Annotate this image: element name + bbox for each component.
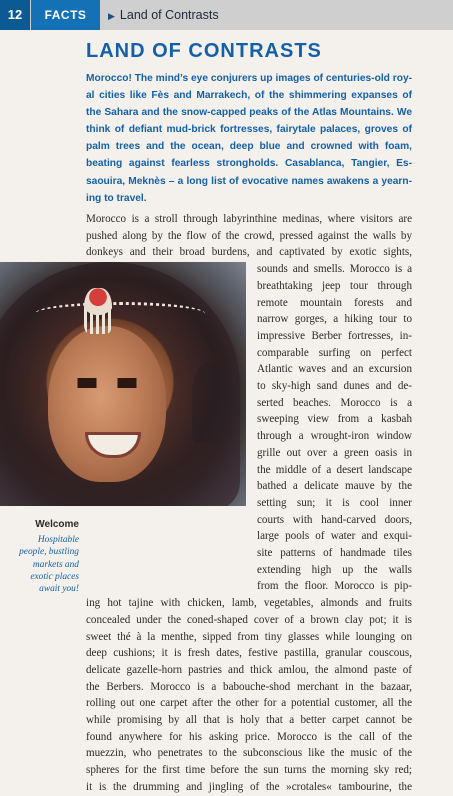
body-line: sounds and smells. Morocco is a — [257, 263, 412, 276]
triangle-right-icon: ▶ — [108, 11, 115, 21]
body-line: the middle of a desert landscape — [257, 463, 412, 476]
caption-line: Hospitable — [37, 535, 79, 545]
woman-portrait-photo — [0, 262, 246, 506]
caption-text — [5, 534, 79, 595]
body-line: spheres for the first time before the sun turns the morning sky red; — [86, 764, 412, 777]
body-line: to sky-high sand dunes and de- — [257, 380, 412, 392]
body-line: while promising by all that is holy that a better carpet cannot be — [86, 714, 412, 726]
body-line: comparable surfing on perfect — [257, 346, 412, 359]
intro-line: think of defiant mud-brick fortresses, fairytale palaces, groves of — [86, 124, 412, 136]
body-line: ing hot tajine with chicken, lamb, vegetables, almonds and fruits — [86, 597, 412, 610]
body-line: rolling out one carpet after the other for a potential customer, all the — [86, 697, 412, 710]
breadcrumb — [108, 0, 219, 30]
body-line: Morocco is a stroll through labyrinthine medinas, where visitors are — [86, 213, 412, 225]
body-line: breathtaking jeep tour through — [257, 279, 412, 292]
body-line: site patterns of handmade tiles — [257, 547, 412, 559]
forehead-jewel — [84, 288, 112, 334]
body-line: large pools of water and exqui- — [257, 530, 412, 543]
bead-headband — [35, 302, 205, 325]
body-line: concealed under the coned-shaped cover of a brown clay pot; it is — [86, 613, 412, 626]
body-line: donkeys and their broad burdens, and captivated by exotic sights, — [86, 246, 412, 259]
page-number: 12 — [0, 0, 30, 30]
caption-line: await you! — [39, 584, 79, 595]
body-line: sweeping view from a kasbah — [257, 413, 412, 426]
body-line: narrow gorges, a hiking tour to — [257, 313, 412, 326]
caption-line: markets and — [32, 559, 79, 570]
body-line: from the floor. Morocco is pip- — [257, 580, 412, 593]
caption-title: Welcome — [35, 519, 79, 530]
body-line: sweet thé à la menthe, sipped from tiny glasses while lounging on — [86, 630, 412, 643]
body-line: serted beaches. Morocco is a — [257, 396, 412, 409]
eyes — [72, 378, 142, 388]
intro-line: palm trees and the ocean, deep blue and crowned with foam, — [86, 141, 412, 153]
caption-line: people, bustling — [19, 547, 79, 558]
body-line: extending high up the walls — [257, 563, 412, 576]
body-line: through a wrought-iron window — [257, 430, 412, 443]
section-label: FACTS — [31, 0, 100, 30]
intro-paragraph — [86, 70, 412, 207]
page-title: LAND OF CONTRASTS — [86, 40, 322, 62]
body-line: pushed along by the flow of the crowd, pressed against the walls by — [86, 229, 412, 242]
body-line: bathed a delicate mauve by the — [257, 480, 412, 493]
face — [48, 326, 166, 482]
body-line: Atlantic waves and an excursion — [257, 363, 412, 376]
intro-line: Morocco! The mind’s eye conjurers up images of centuries-old roy- — [86, 73, 412, 84]
body-line: setting sun; it is cool inner — [257, 496, 412, 509]
intro-line: al cities like Fès and Marrakech, of the shimmering expanses of — [86, 90, 412, 102]
intro-line: ing to travel. — [86, 192, 147, 204]
body-line: delicate gazelle-horn pastries and thick amlou, the almond paste of — [86, 663, 412, 676]
running-header — [0, 0, 453, 30]
body-line: muezzin, who penetrates to the subconscious like the music of the — [86, 747, 412, 760]
intro-line: saouira, Meknès – a long list of evocative names awakens a yearn- — [86, 175, 412, 187]
body-line: deep cushions; it is fresh dates, festive pastilla, granular couscous, — [86, 647, 412, 660]
body-line: impressive Berber fortresses, in- — [257, 329, 412, 342]
caption-line: exotic places — [30, 571, 79, 582]
body-line: it is the drumming and jingling of the »crotales« tambourine, the — [86, 780, 412, 793]
body-line: remote mountain forests and — [257, 296, 412, 309]
body-line: found anywhere for his asking price. Morocco is the call of the — [86, 730, 412, 743]
breadcrumb-label: Land of Contrasts — [119, 8, 219, 22]
body-line: the Berbers. Morocco is a babouche-shod merchant in the bazaar, — [86, 680, 412, 693]
body-line: courts with hand-carved doors, — [257, 513, 412, 526]
body-line: grille out over a green oasis in — [257, 446, 412, 459]
intro-line: beating against fearless strongholds. Casablanca, Tangier, Es- — [86, 158, 412, 170]
intro-line: the Sahara and the snow-capped peaks of the Atlas Mountains. We — [86, 107, 412, 119]
